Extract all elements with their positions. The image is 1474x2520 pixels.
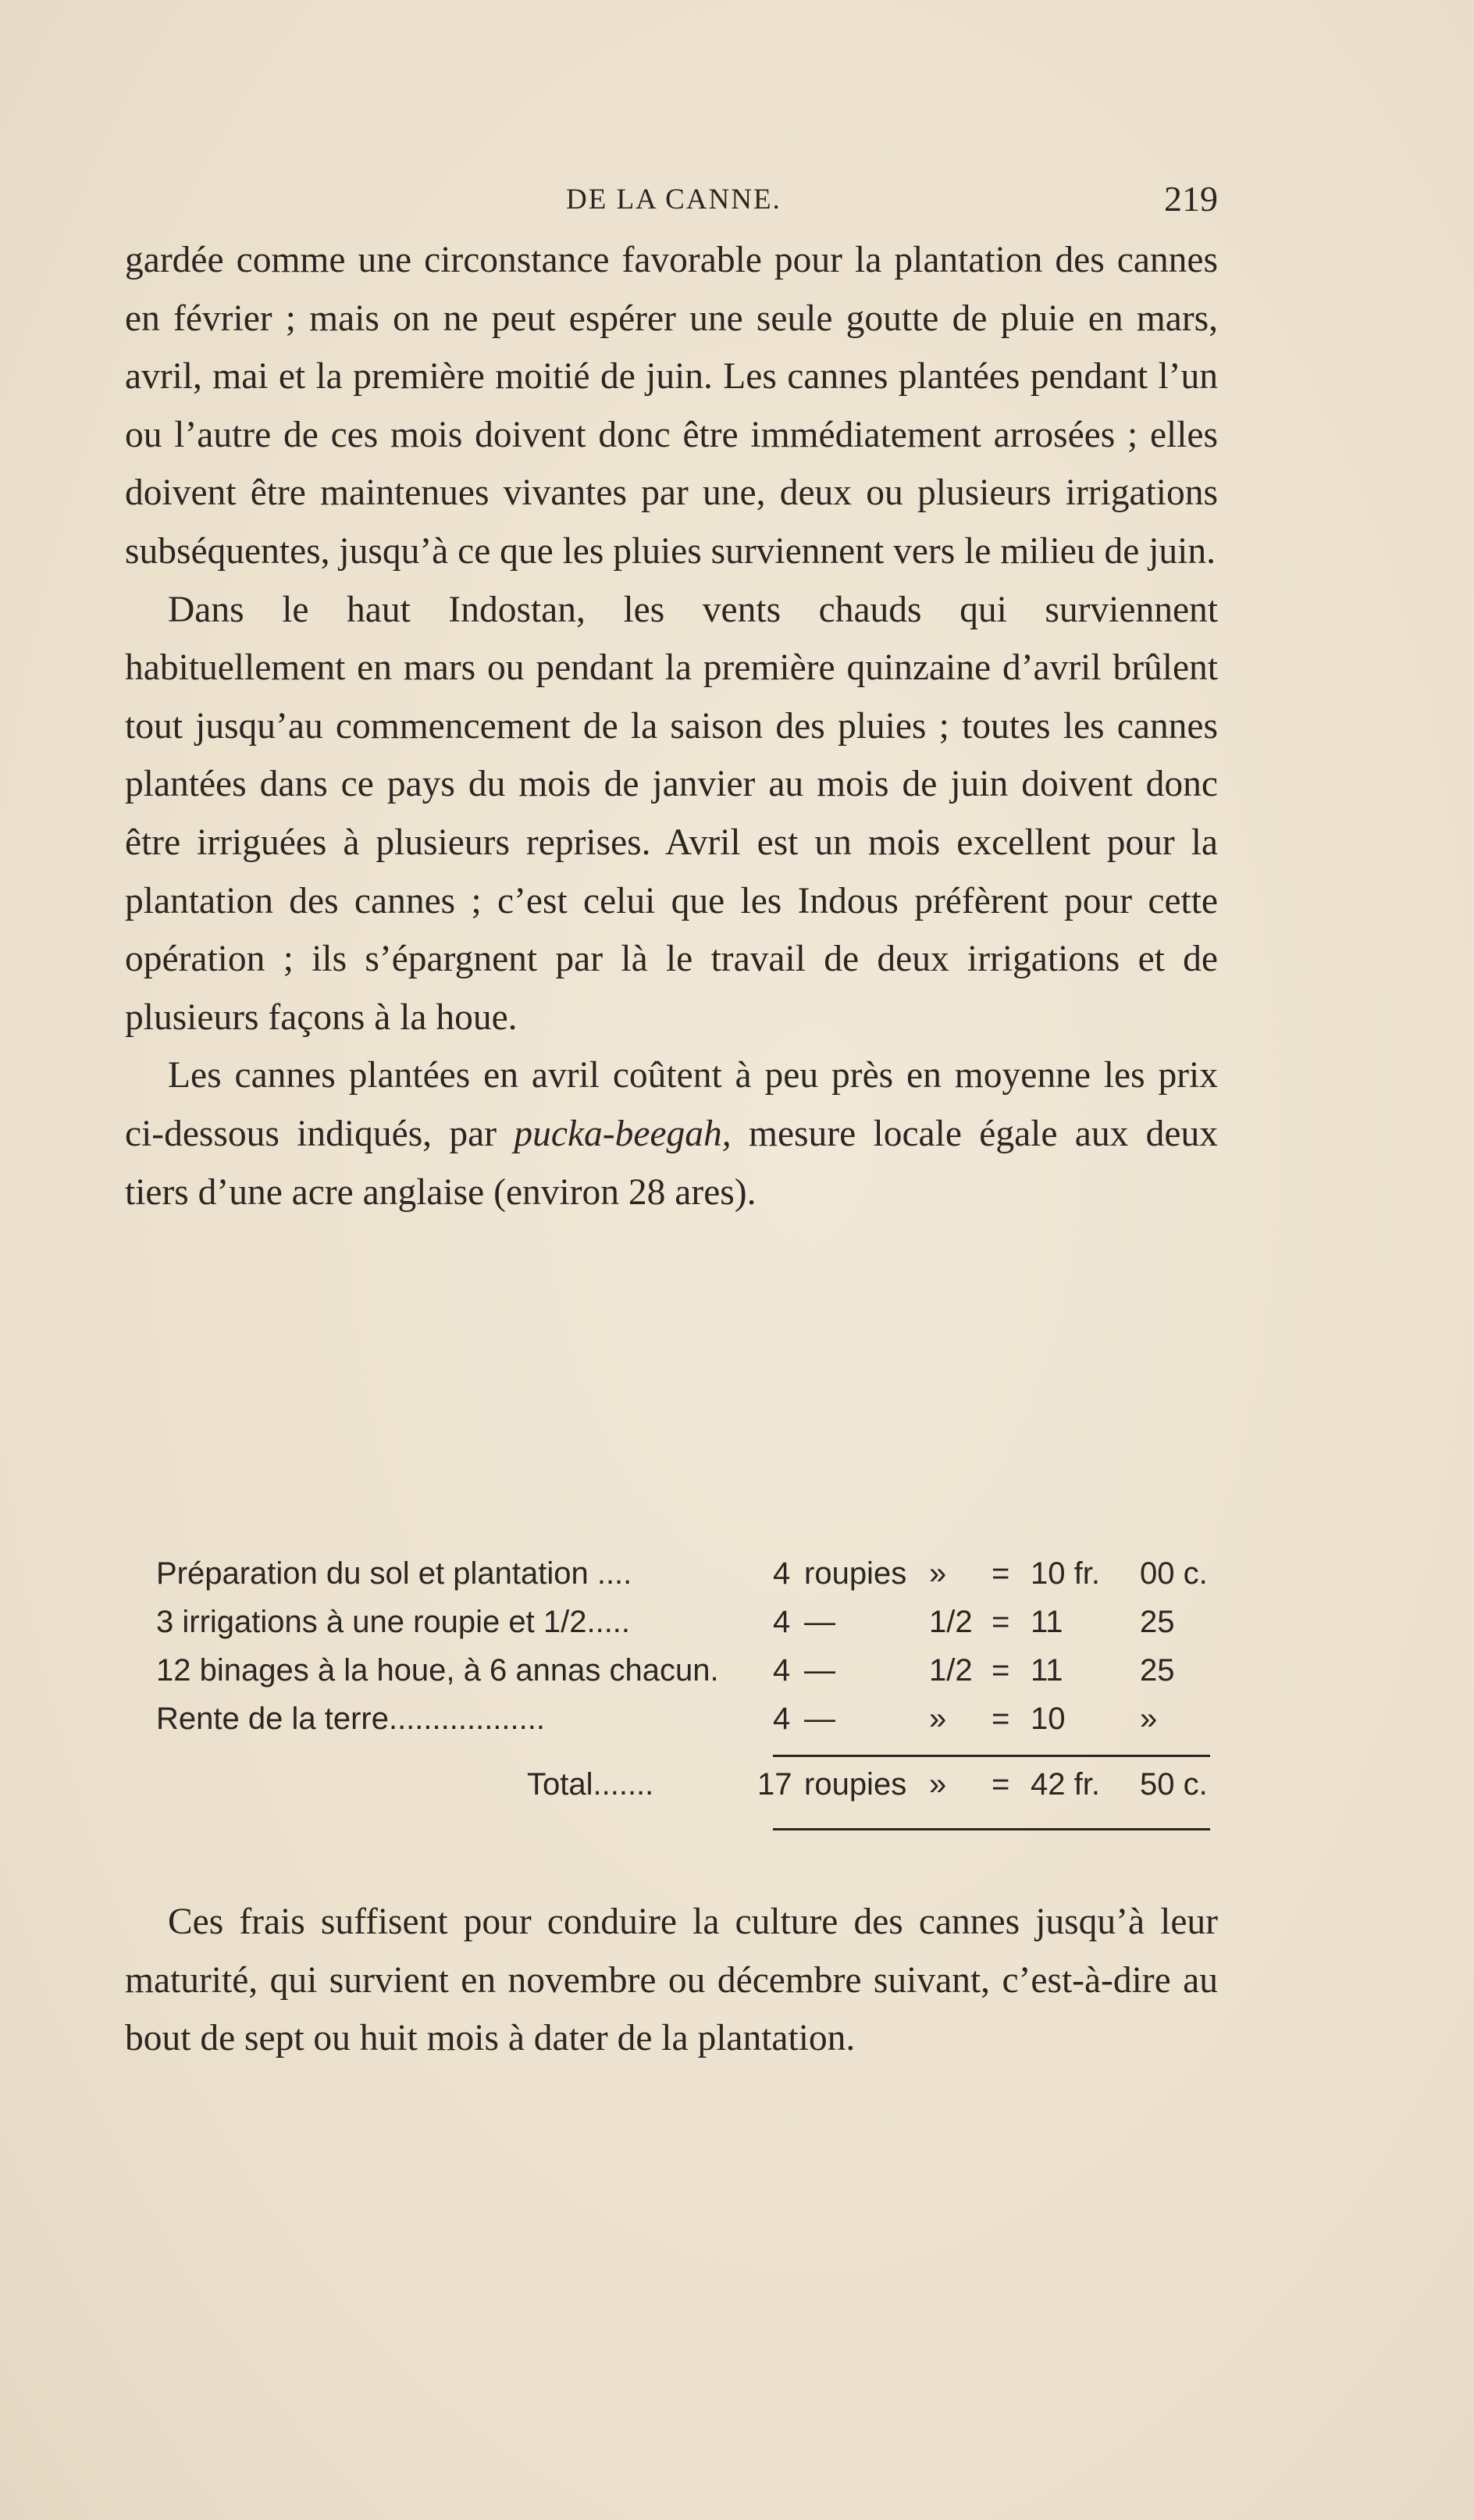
cost-unit: —	[804, 1605, 835, 1639]
cost-amount: 10	[1031, 1702, 1066, 1736]
cost-unit: —	[804, 1653, 835, 1688]
cost-table	[156, 1556, 1218, 1816]
cost-amount: 10 fr.	[1031, 1556, 1100, 1591]
italic-term: pucka-beegah,	[514, 1113, 732, 1154]
cost-equals: =	[992, 1702, 1010, 1736]
cost-equals: =	[992, 1556, 1010, 1591]
cost-qty: 4	[773, 1556, 791, 1591]
cost-fraction: 1/2	[929, 1653, 973, 1688]
total-unit: roupies	[804, 1767, 907, 1802]
cost-row	[156, 1653, 1218, 1702]
total-rule	[773, 1828, 1210, 1830]
cost-cents: 25	[1140, 1605, 1175, 1639]
cost-unit: —	[804, 1702, 835, 1736]
total-cents: 50 c.	[1140, 1767, 1208, 1802]
paragraph-text: mesure locale égale aux deux tiers d’une acre anglaise (environ 28 ares).	[125, 1113, 1219, 1213]
paragraph-text: Les cannes plantées en avril coûtent à peu près en moyenne les prix ci-dessous indiqués, par	[125, 1055, 1218, 1154]
running-head: DE LA CANNE.	[566, 184, 782, 216]
total-amount: 42 fr.	[1031, 1767, 1100, 1802]
cost-fraction: 1/2	[929, 1605, 973, 1639]
paragraph	[125, 1046, 1218, 1221]
cost-amount: 11	[1031, 1605, 1063, 1639]
cost-qty: 4	[773, 1653, 791, 1688]
cost-label: 3 irrigations à une roupie et 1/2.....	[156, 1605, 631, 1639]
body-text	[125, 231, 1218, 1221]
paragraph: Dans le haut Indostan, les vents chauds qui surviennent habituellement en mars ou pendant la première quinzaine d’avril brûlent tout jusqu’au commencement de la saison des pluies ; toutes les cannes plantées dans ce pays du mois de janvier au mois de juin doivent donc être irriguées à plusieurs reprises. Avril est un mois excellent pour la plantation des cannes ; c’est celui que les Indous préfèrent pour cette opération ; ils s’épargnent par là le travail de deux irrigations et de plusieurs façons à la houe.	[125, 589, 1218, 1038]
cost-row	[156, 1605, 1218, 1653]
paragraph: Ces frais suffisent pour conduire la culture des cannes jusqu’à leur maturité, qui survient en novembre ou décembre suivant, c’est-à-dire au bout de sept ou huit mois à dater de la plantation.	[125, 1902, 1218, 2059]
cost-cents: 00 c.	[1140, 1556, 1208, 1591]
cost-label: Préparation du sol et plantation ....	[156, 1556, 632, 1591]
cost-row	[156, 1556, 1218, 1605]
sum-rule	[773, 1755, 1210, 1757]
cost-equals: =	[992, 1653, 1010, 1688]
cost-fraction: »	[929, 1702, 947, 1736]
total-row	[156, 1767, 1218, 1816]
total-fraction: »	[929, 1767, 947, 1802]
cost-label: 12 binages à la houe, à 6 annas chacun.	[156, 1653, 719, 1688]
cost-label: Rente de la terre..................	[156, 1702, 545, 1736]
cost-unit: roupies	[804, 1556, 907, 1591]
body-text-closing	[125, 1893, 1218, 2068]
paragraph: gardée comme une circonstance favorable pour la plantation des cannes en février ; mais on ne peut espérer une seule goutte de pluie en mars, avril, mai et la première moitié de juin. Les cannes plantées pendant l’un ou l’autre de ces mois doivent donc être immédiatement arrosées ; elles doivent être maintenues vivantes par une, deux ou plusieurs irrigations subséquentes, jusqu’à ce que les pluies surviennent vers le milieu de juin.	[125, 240, 1218, 572]
cost-equals: =	[992, 1605, 1010, 1639]
page-number: 219	[1164, 179, 1218, 219]
cost-qty: 4	[773, 1702, 791, 1736]
cost-qty: 4	[773, 1605, 791, 1639]
total-label: Total.......	[527, 1767, 654, 1802]
cost-fraction: »	[929, 1556, 947, 1591]
cost-cents: 25	[1140, 1653, 1175, 1688]
total-equals: =	[992, 1767, 1010, 1802]
cost-amount: 11	[1031, 1653, 1063, 1688]
page-header	[125, 178, 1218, 225]
total-qty: 17	[757, 1767, 792, 1802]
cost-row	[156, 1702, 1218, 1750]
cost-cents: »	[1140, 1702, 1158, 1736]
